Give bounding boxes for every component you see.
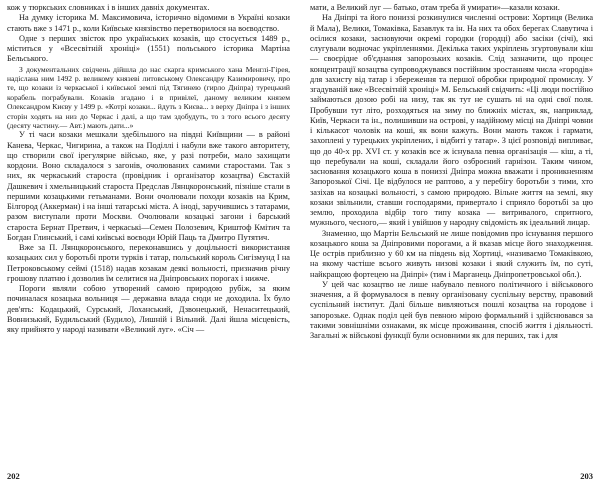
paragraph: Одне з перших звісток про українських козаків, що стосується 1489 р., міститься у «Всесвітній хроніці» (1551) польського історика Мартіна Бельського. xyxy=(7,33,290,64)
paragraph: мати, а Великий луг — батько, отам треба й умирати»—казали козаки. xyxy=(310,3,560,12)
paragraph: кож у тюркських словниках і в інших давніх документах. xyxy=(7,3,210,12)
page-number: 203 xyxy=(580,471,593,481)
paragraph: У цей час козацтво не лише набувало певного політичного і військового значення, а й формувалося в певну організовану суспільну верству, правовий суспільний інститут. Далі більше вивляються пошлі козацтва на городове і запорозьке. Однак поділ цей був певною мірою формальний і здійснювався за такими зовнішніми ознаками, як місце проживання, спосіб життя і діяльності. Загальні ж військові функції були основними як для перших, так і для xyxy=(310,279,593,340)
paragraph: З документальних свідчень дійшла до нас скарга кримського хана Менглі-Гірея, надіслана ним 1492 р. великому князеві литовському Олександру Казимировичу, про те, що козаки із черкаської і київської землі під Тягинею (гирло Дніпра) турецький корабель пограбували. Козаків згадано і в привілеї, даному великим князем Олександром Києву у 1499 р. «Котрі козаки... йдуть з Києва... з верху Дніпра і з інших сторін ходять на низ до Черкас і далі, а що там здобудуть, то з того всього десяту (десяту частину.— Авт.) мають дати...» xyxy=(7,64,290,130)
paragraph: У ті часи козаки мешкали здебільшого на півдні Київщини — в районі Канева, Черкас, Чигирина, а також на Поділлі і набули вже такого авторитету, що створили свої ірегулярне військо, яке, у разі потреби, мало захищати кордони. Воно складалося з загонів, очолюваних самими старостами. Так з них, як черкаський староста (провідник і організатор козацтва) Євстахій Дашкевич і хмельницький староста Предслав Лянцкоронський, пізніше стали в першими козацькими гетьманами. Вони очолювали походи козаків на Крим, Білгород (Аккерман) і на інші татарські міста. А іноді, заручившись з татарами, разом виступали проти Москви. Очолювали козацькі загони і барський староста Бернат Претвич, і черкаські—Семен Полозевич, Криштоф Кмітич та Богдан Глинський, і самі київські воєводи Юрій Паць та Дмитро Путятич. xyxy=(7,130,290,242)
right-page xyxy=(304,3,596,485)
paragraph: Пороги являли собою утворений самою природою рубіж, за яким починалася козацька вольниця — державна влада сюди не доходила. Їх було дев'ять: Кодацький, Сурський, Лоханський, Дзвонецький, Ненаситецький, Вовнизький, Будильський (Будило), Лишній і Вільний. Далі йшла місцевість, яку прийнято у народі називати «Великий луг». «Січ — xyxy=(7,284,290,335)
left-page-text xyxy=(7,3,290,335)
paragraph: Вже за П. Лянцкоронського, переконавшись у доцільності використання козацьких сил у боротьбі проти турків і татар, польський король Сигізмунд I на Петроковському сеймі (1518) надав козакам деякі вольності, призначив річну грошову платню і дозволив їм селитися на Дніпровських порогах і нижче. xyxy=(7,243,290,283)
right-page-text xyxy=(310,3,593,341)
page-number: 202 xyxy=(7,471,20,481)
paragraph: Знаменно, що Мартін Бельський не лише повідомив про існування першого козацького коша за Дніпровими порогами, а й вказав місце його знаходження. Це острів приблизно у 60 км на південь від Хортиці, «називаємо Томаківкою, на якому частіше всього живуть низові козаки і який служить їм, по суті, найкращою фортецею на Дніпрі» (тим і Марганець Дніпропетровської обл.). xyxy=(310,228,593,279)
gutter xyxy=(296,3,304,485)
paragraph: На Дніпрі та його пониззі розкинулися численні острови: Хортиця (Велика й Мала), Велики, Томаківка, Базавлук та ін. На них та обох берегах Славутича і осілися козаки, засновуючи окремі городки (городці) або засіки (січі), які слугували водночас укріпленнями. Декілька таких укріплень згуртовували кіш — своєрідне об'єднання запорозьких козаків. Слід зазначити, що процес концентрації козацтва супроводжувався постійним зростанням числа «городів» для захисту від татар і збереження та першої обробки природної промислу. У згадуваній вже «Всесвітній хроніці» М. Бельський свідчить: «Ці люди постійно займаються дозою робі на низу, так як тут не сушать ні на одні свої поля. Пробувши тут літо, розходяться на зиму по ближніх містах, як, наприклад, Київ, Черкаси та ін., полишивши на острові, у надійному місці на Дніпрі човни і кількасот чоловік на коші, як вони кажуть. Вони мають також і гармати, захоплені у турецьких укріплених, і відбиті у татар». З цієї розповіді випливає, що до 40-х рр. XVI ст. у козаків все ж існувала певна організація — кіш, а ті, що перебували на коші, складали його озброєний гарнізон. Таким чином, засновання козацького коша в пониззі Дніпра можна вважати і проникненням Запорозької Січі. Це відбулося не раптово, а у перебігу боротьби з тими, хто зазіхав на козацькі вольності, з самою природою. Вільне життя на землі, яку козаки звільнили, ставши господарями, привертало і сприяло боротьбі за цю землю, проходила відбір того типу козака — витривалого, спритного, мужнього, чесного,— який і увійшов у народну свідомість як ідеальний лицар. xyxy=(310,13,593,228)
left-page xyxy=(4,3,296,485)
paragraph: На думку історика М. Максимовича, історично відомими в Україні козаки стають вже з 1471 р., коли Київське князівство перетворилося на воєводство. xyxy=(7,13,290,33)
